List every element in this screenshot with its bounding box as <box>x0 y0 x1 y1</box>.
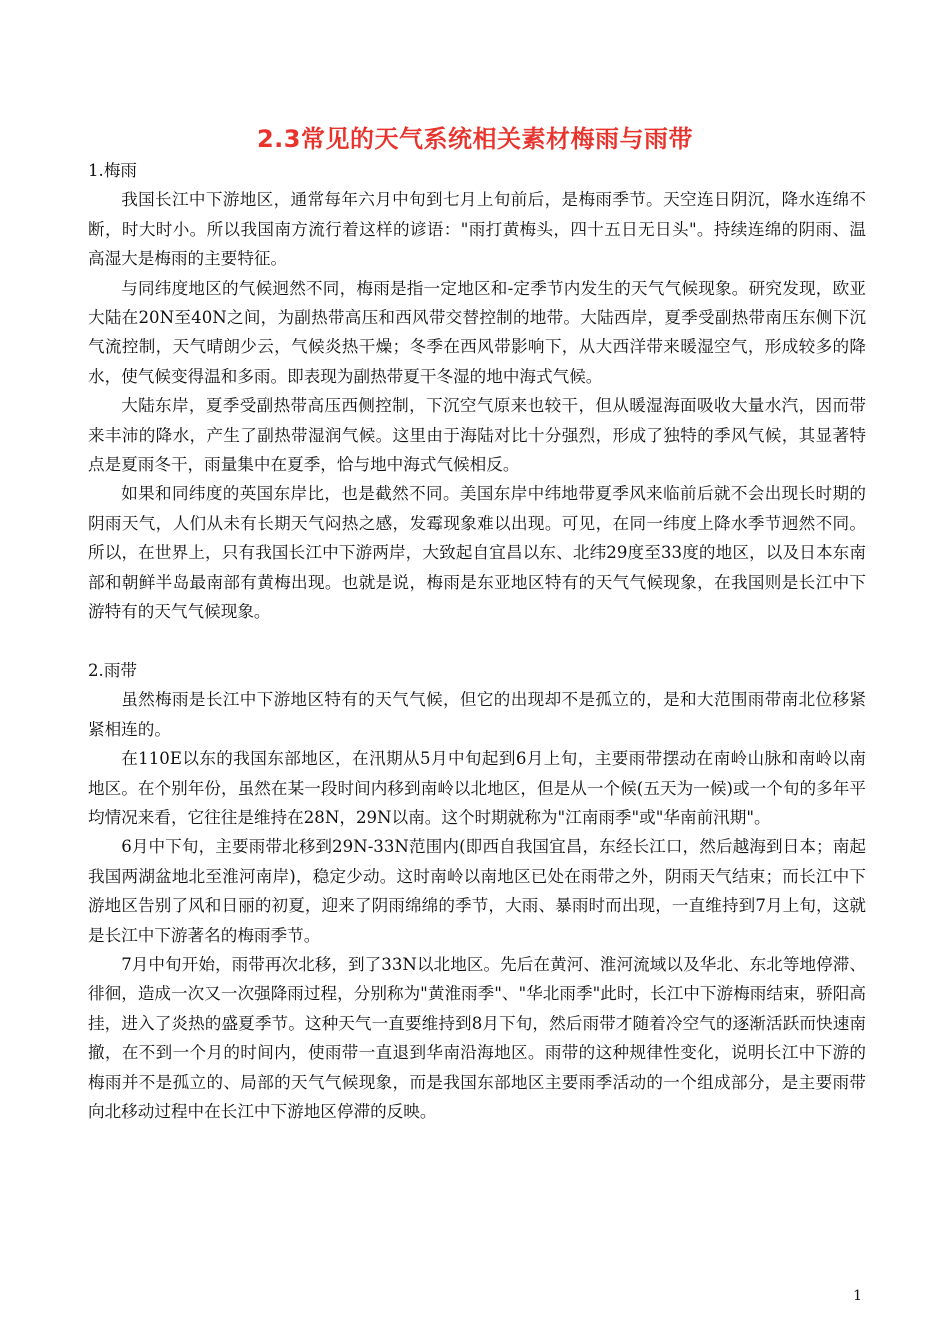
page-number: 1 <box>853 1288 862 1304</box>
paragraph: 大陆东岸，夏季受副热带高压西侧控制，下沉空气原来也较干，但从暖湿海面吸收大量水汽，因而带来丰沛的降水，产生了副热带湿润气候。这里由于海陆对比十分强烈，形成了独特的季风气候，其显著特点是夏雨冬干，雨量集中在夏季，恰与地中海式气候相反。 <box>88 396 866 475</box>
paragraph: 如果和同纬度的英国东岸比，也是截然不同。美国东岸中纬地带夏季风来临前后就不会出现长时期的阴雨天气，人们从未有长期天气闷热之感，发霉现象难以出现。可见，在同一纬度上降水季节迥然不同。所以，在世界上，只有我国长江中下游两岸，大致起自宜昌以东、北纬29度至33度的地区，以及日本东南部和朝鲜半岛最南部有黄梅出现。也就是说，梅雨是东亚地区特有的天气气候现象，在我国则是长江中下游特有的天气气候现象。 <box>88 484 866 622</box>
paragraph: 6月中下旬，主要雨带北移到29N-33N范围内(即西自我国宜昌，东经长江口，然后越海到日本；南起我国两湖盆地北至淮河南岸)，稳定少动。这时南岭以南地区已处在雨带之外，阴雨天气结束；而长江中下游地区告别了风和日丽的初夏，迎来了阴雨绵绵的季节，大雨、暴雨时而出现，一直维持到7月上旬，这就是长江中下游著名的梅雨季节。 <box>88 837 866 945</box>
paragraph: 虽然梅雨是长江中下游地区特有的天气气候，但它的出现却不是孤立的，是和大范围雨带南北位移紧紧相连的。 <box>88 690 866 739</box>
document-title: 2.3常见的天气系统相关素材梅雨与雨带 <box>256 125 693 153</box>
paragraph: 我国长江中下游地区，通常每年六月中旬到七月上旬前后，是梅雨季节。天空连日阴沉，降水连绵不断，时大时小。所以我国南方流行着这样的谚语："雨打黄梅头，四十五日无日头"。持续连绵的阴雨、温高湿大是梅雨的主要特征。 <box>88 190 866 269</box>
paragraph: 在110E以东的我国东部地区，在汛期从5月中旬起到6月上旬，主要雨带摆动在南岭山脉和南岭以南地区。在个别年份，虽然在某一段时间内移到南岭以北地区，但是从一个候(五天为一候)或一个旬的多年平均情况来看，它往往是维持在28N，29N以南。这个时期就称为"江南雨季"或"华南前汛期"。 <box>88 749 866 827</box>
paragraph: 7月中旬开始，雨带再次北移，到了33N以北地区。先后在黄河、淮河流域以及华北、东北等地停滞、徘徊，造成一次又一次强降雨过程，分别称为"黄淮雨季"、"华北雨季"此时，长江中下游梅雨结束，骄阳高挂，进入了炎热的盛夏季节。这种天气一直要维持到8月下旬，然后雨带才随着冷空气的逐渐活跃而快速南撤，在不到一个月的时间内，使雨带一直退到华南沿海地区。雨带的这种规律性变化，说明长江中下游的梅雨并不是孤立的、局部的天气气候现象，而是我国东部地区主要雨季活动的一个组成部分，是主要雨带向北移动过程中在长江中下游地区停滞的反映。 <box>88 954 866 1121</box>
section-heading-yudai: 2.雨带 <box>88 660 138 680</box>
document-body <box>88 156 866 1126</box>
paragraph: 与同纬度地区的气候迥然不同，梅雨是指一定地区和-定季节内发生的天气气候现象。研究发现，欧亚大陆在20N至40N之间，为副热带高压和西风带交替控制的地带。大陆西岸，夏季受副热带南压东侧下沉气流控制，天气晴朗少云，气候炎热干燥；冬季在西风带影响下，从大西洋带来暖湿空气，形成较多的降水，使气候变得温和多雨。即表现为副热带夏干冬湿的地中海式气候。 <box>88 278 866 386</box>
section-spacer <box>88 627 866 656</box>
section-heading-meiyu: 1.梅雨 <box>88 161 138 180</box>
